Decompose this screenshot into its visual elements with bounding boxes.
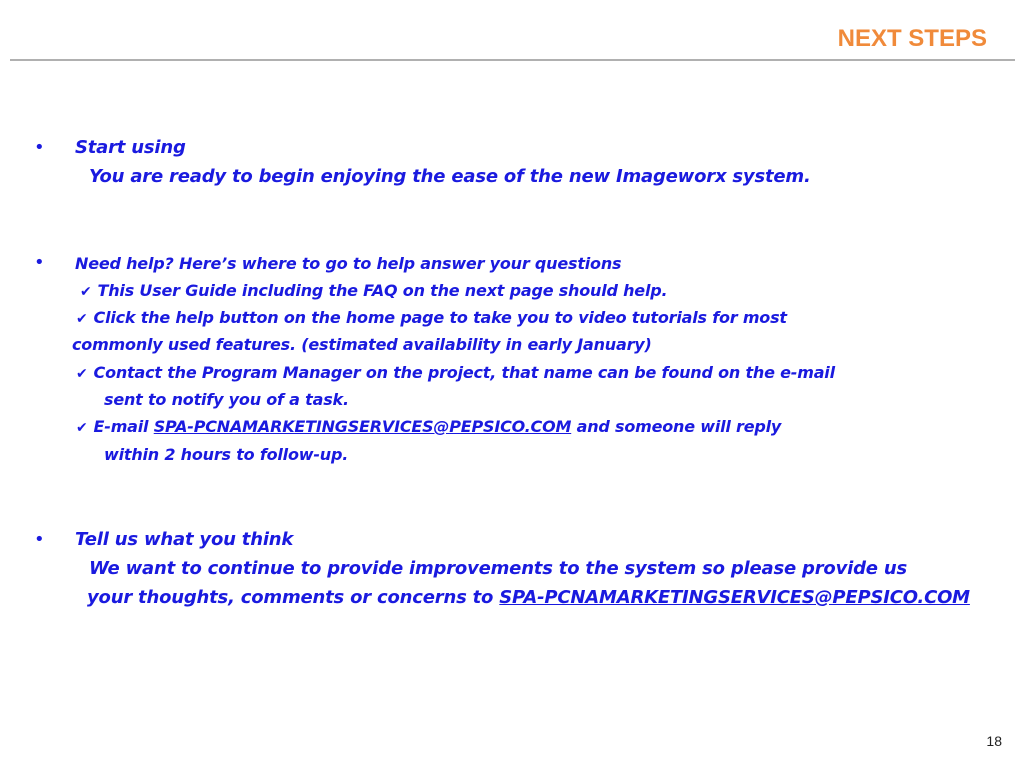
checkmark-icon: ✔ — [76, 311, 88, 327]
bullet-dot-icon: • — [34, 137, 45, 158]
support-email-link[interactable]: SPA-PCNAMARKETINGSERVICES@PEPSICO.COM — [153, 417, 572, 436]
checkmark-icon: ✔ — [80, 284, 92, 300]
help-item-3-continued: sent to notify you of a task. — [104, 390, 349, 409]
section-start-heading: Start using — [75, 137, 186, 158]
section-start-body: You are ready to begin enjoying the ease of the new Imageworx system. — [89, 166, 811, 187]
help-item-4-continued: within 2 hours to follow-up. — [104, 445, 349, 464]
help-item-2: ✔ Click the help button on the home page to take you to video tutorials for most — [76, 308, 787, 327]
help-item-3: ✔ Contact the Program Manager on the project, that name can be found on the e-mail — [76, 363, 835, 382]
header-divider — [10, 59, 1015, 61]
section-help-heading: Need help? Here’s where to go to help answer your questions — [75, 254, 622, 273]
help-item-4: ✔ E-mail SPA-PCNAMARKETINGSERVICES@PEPSICO.COM and someone will reply — [76, 417, 782, 436]
help-item-2-continued: commonly used features. (estimated availability in early January) — [72, 335, 652, 354]
checkmark-icon: ✔ — [76, 366, 88, 382]
section-feedback-heading: Tell us what you think — [75, 529, 294, 550]
bullet-dot-icon: • — [34, 529, 45, 550]
page-title: NEXT STEPS — [837, 25, 987, 52]
feedback-email-link[interactable]: SPA-PCNAMARKETINGSERVICES@PEPSICO.COM — [499, 587, 970, 608]
checkmark-icon: ✔ — [76, 420, 88, 436]
section-feedback-body-continued: your thoughts, comments or concerns to SPA-PCNAMARKETINGSERVICES@PEPSICO.COM — [87, 587, 970, 608]
section-feedback-body: We want to continue to provide improvements to the system so please provide us — [89, 558, 907, 579]
help-item-1: ✔ This User Guide including the FAQ on the next page should help. — [80, 281, 668, 300]
bullet-dot-icon: • — [34, 252, 45, 273]
page-number: 18 — [986, 733, 1002, 749]
